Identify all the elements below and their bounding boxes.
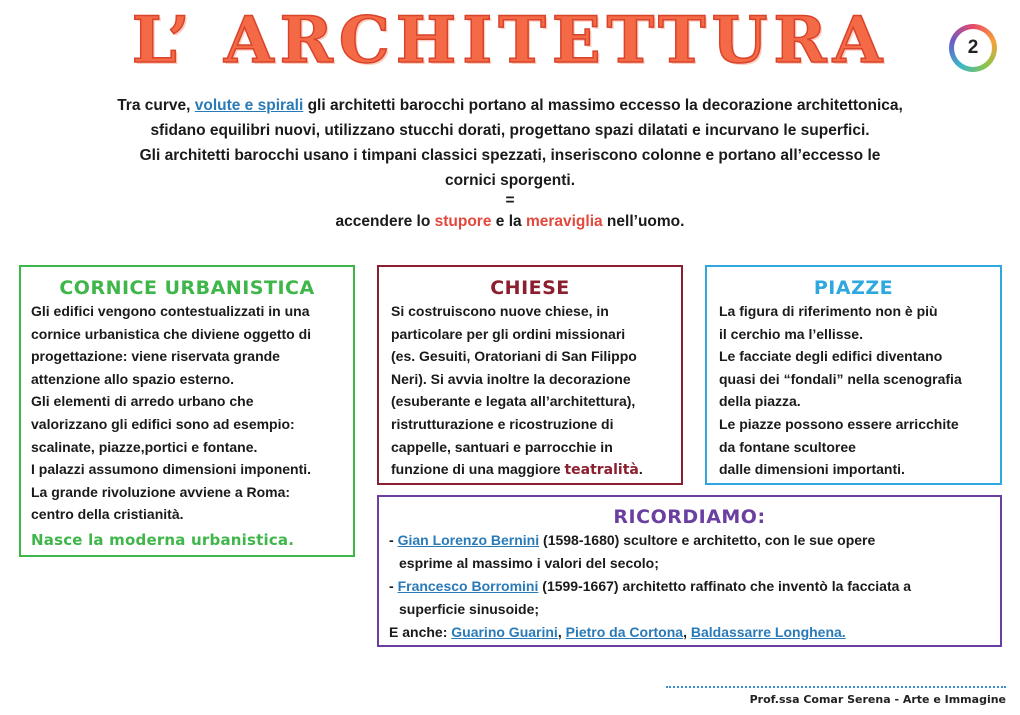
piazze-line: da fontane scultoree xyxy=(719,438,856,455)
chiese-line-last: funzione di una maggiore teatralità. xyxy=(391,461,643,479)
chiese-line: particolare per gli ordini missionari xyxy=(391,325,626,342)
intro-line-1: Tra curve, volute e spirali gli architetti barocchi portano al massimo eccesso la decorazione architettonica, xyxy=(117,97,903,114)
link-guarini[interactable]: Guarino Guarini xyxy=(451,624,558,640)
cornice-title: CORNICE URBANISTICA xyxy=(59,277,315,299)
intro-line-2: sfidano equilibri nuovi, utilizzano stucchi dorati, progettano spazi dilatati e incurvano le superfici. xyxy=(150,122,870,139)
link-pietro-da-cortona[interactable]: Pietro da Cortona xyxy=(565,624,684,640)
word-stupore: stupore xyxy=(434,213,492,230)
ricordiamo-also: E anche: Guarino Guarini, Pietro da Cortona, Baldassarre Longhena. xyxy=(389,624,846,640)
chiese-line: cappelle, santuari e parrocchie in xyxy=(391,438,613,455)
chiese-line: Neri). Si avvia inoltre la decorazione xyxy=(391,370,631,387)
ricordiamo-body xyxy=(379,529,1000,644)
link-borromini[interactable]: Francesco Borromini xyxy=(397,578,539,594)
footer-divider xyxy=(666,686,1006,688)
link-longhena[interactable]: Baldassarre Longhena. xyxy=(690,624,846,640)
ricordiamo-item-borromini-cont: superficie sinusoide; xyxy=(399,601,540,617)
piazze-box xyxy=(705,265,1002,485)
cornice-body xyxy=(21,300,353,552)
ricordiamo-box xyxy=(377,495,1002,647)
chiese-title: CHIESE xyxy=(490,277,570,299)
chiese-line: (esuberante e legata all’architettura), xyxy=(391,393,636,410)
cornice-line: Gli edifici vengono contestualizzati in una xyxy=(31,303,310,319)
ricordiamo-item-bernini-cont: esprime al massimo i valori del secolo; xyxy=(399,555,659,571)
footer-credit: Prof.ssa Comar Serena - Arte e Immagine xyxy=(749,693,1006,706)
intro-line-4: cornici sporgenti. xyxy=(444,172,576,189)
link-volute-spirali[interactable]: volute e spirali xyxy=(194,97,304,114)
piazze-line: Le piazze possono essere arricchite xyxy=(719,415,959,432)
cornice-line: I palazzi assumono dimensioni imponenti. xyxy=(31,461,312,478)
cornice-line: valorizzano gli edifici sono ad esempio: xyxy=(31,415,295,432)
word-meraviglia: meraviglia xyxy=(525,213,603,230)
piazze-line: Le facciate degli edifici diventano xyxy=(719,348,943,365)
piazze-line: La figura di riferimento non è più xyxy=(719,303,938,319)
cornice-urbanistica-box xyxy=(19,265,355,557)
page-number: 2 xyxy=(954,29,992,67)
ricordiamo-item-bernini: - Gian Lorenzo Bernini (1598-1680) scultore e architetto, con le sue opere xyxy=(389,532,876,548)
intro-line-5: accendere lo stupore e la meraviglia nell’uomo. xyxy=(335,213,685,230)
page-number-badge xyxy=(949,24,997,72)
cornice-line: progettazione: viene riservata grande xyxy=(31,348,280,365)
chiese-line: ristrutturazione e ricostruzione di xyxy=(391,415,614,432)
chiese-body xyxy=(379,300,681,482)
piazze-body xyxy=(707,300,1000,481)
piazze-title: PIAZZE xyxy=(813,277,894,299)
word-teatralita: teatralità xyxy=(564,462,639,479)
page-title: L’ ARCHITETTURA xyxy=(131,3,889,78)
ricordiamo-title: RICORDIAMO: xyxy=(613,506,766,528)
cornice-line: scalinate, piazze,portici e fontane. xyxy=(31,438,258,455)
cornice-highlight: Nasce la moderna urbanistica. xyxy=(31,530,295,549)
link-bernini[interactable]: Gian Lorenzo Bernini xyxy=(397,532,540,548)
chiese-line: (es. Gesuiti, Oratoriani di San Filippo xyxy=(391,348,637,365)
piazze-line: dalle dimensioni importanti. xyxy=(719,461,905,478)
chiese-box xyxy=(377,265,683,485)
cornice-line: Gli elementi di arredo urbano che xyxy=(31,393,254,410)
cornice-line: attenzione allo spazio esterno. xyxy=(31,370,235,387)
cornice-line: centro della cristianità. xyxy=(31,506,184,523)
intro-text xyxy=(40,93,980,234)
piazze-line: quasi dei “fondali” nella scenografia xyxy=(719,370,962,387)
piazze-line: della piazza. xyxy=(719,393,801,410)
cornice-line: cornice urbanistica che diviene oggetto di xyxy=(31,325,312,342)
chiese-line: Si costruiscono nuove chiese, in xyxy=(391,303,609,319)
piazze-line: il cerchio ma l’ellisse. xyxy=(719,325,863,342)
cornice-line: La grande rivoluzione avviene a Roma: xyxy=(31,483,291,500)
intro-line-3: Gli architetti barocchi usano i timpani classici spezzati, inseriscono colonne e portano all’eccesso le xyxy=(139,147,881,164)
equals-sign: = xyxy=(505,192,515,209)
ricordiamo-item-borromini: - Francesco Borromini (1599-1667) architetto raffinato che inventò la facciata a xyxy=(389,578,912,594)
